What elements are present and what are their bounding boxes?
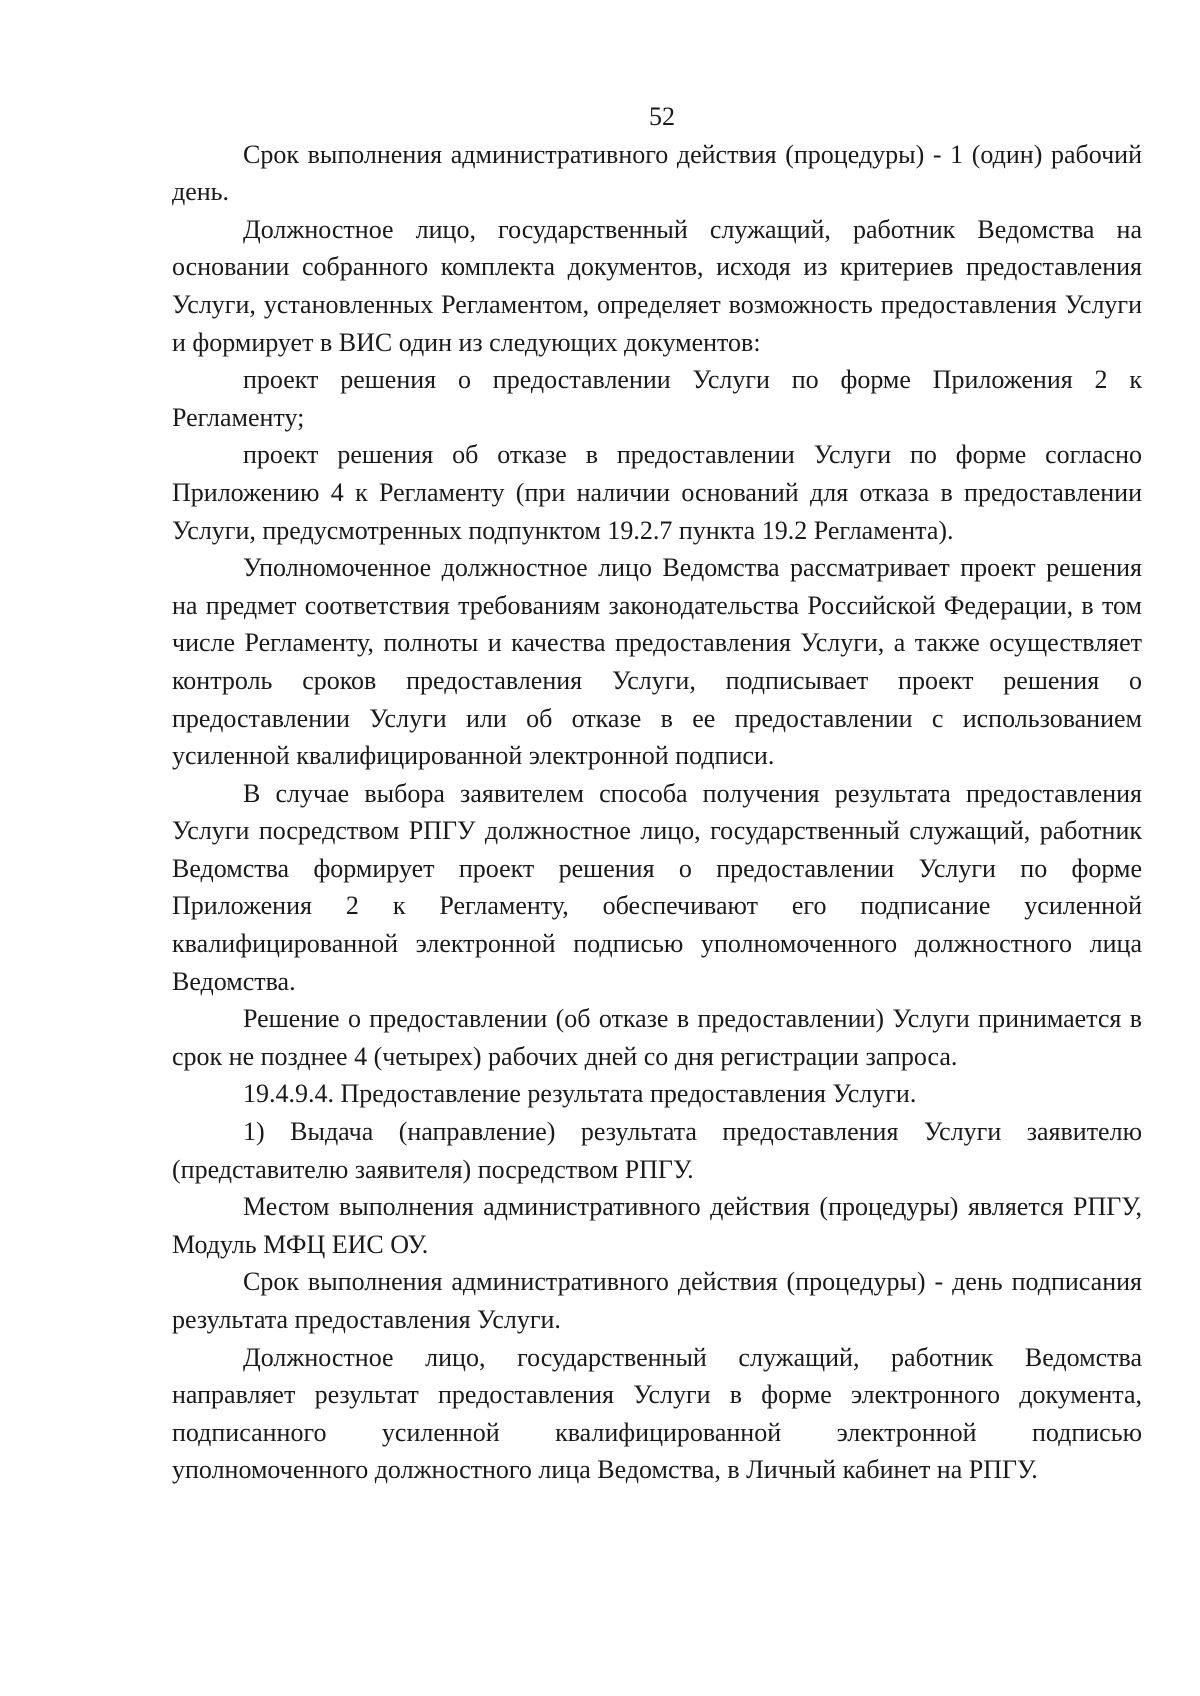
paragraph-place-of-execution: Местом выполнения административного действия (процедуры) является РПГУ, Модуль МФЦ ЕИС ОУ.	[172, 1192, 1142, 1259]
paragraph-draft-refusal: проект решения об отказе в предоставлении Услуги по форме согласно Приложению 4 к Регламенту (при наличии оснований для отказа в предоставлении Услуги, предусмотренных подпунктом 19.2.7 пункта 19.2 Регламента).	[172, 440, 1142, 545]
paragraph-rpgu-result: В случае выбора заявителем способа получения результата предоставления Услуги посредством РПГУ должностное лицо, государственный служащий, работник Ведомства формирует проект решения о предоставлении Услуги по форме Приложения 2 к Регламенту, обеспечивают его подписание усиленной квалифицированной электронной подписью уполномоченного должностного лица Ведомства.	[172, 778, 1142, 996]
paragraph-draft-approval: проект решения о предоставлении Услуги по форме Приложения 2 к Регламенту;	[172, 365, 1142, 432]
section-heading-19-4-9-4: 19.4.9.4. Предоставление результата предоставления Услуги.	[243, 1079, 917, 1109]
paragraph-official-forms-document: Должностное лицо, государственный служащий, работник Ведомства на основании собранного комплекта документов, исходя из критериев предоставления Услуги, установленных Регламентом, определяет возможность предоставления Услуги и формирует в ВИС один из следующих документов:	[172, 214, 1142, 357]
paragraph-authorized-official-review: Уполномоченное должностное лицо Ведомства рассматривает проект решения на предмет соответствия требованиям законодательства Российской Федерации, в том числе Регламенту, полноты и качества предоставления Услуги, а также осуществляет контроль сроков предоставления Услуги, подписывает проект решения о предоставлении Услуги или об отказе в ее предоставлении с использованием усиленной квалифицированной электронной подписи.	[172, 553, 1142, 771]
paragraph-execution-deadline: Срок выполнения административного действия (процедуры) - день подписания результата предоставления Услуги.	[172, 1267, 1142, 1334]
paragraph-decision-deadline: Решение о предоставлении (об отказе в предоставлении) Услуги принимается в срок не позднее 4 (четырех) рабочих дней со дня регистрации запроса.	[172, 1004, 1142, 1071]
page-number: 52	[649, 102, 675, 131]
document-page	[172, 98, 1142, 1489]
paragraph-deadline-one-day: Срок выполнения административного действия (процедуры) - 1 (один) рабочий день.	[172, 139, 1142, 207]
paragraph-sends-result: Должностное лицо, государственный служащий, работник Ведомства направляет результат предоставления Услуги в форме электронного документа, подписанного усиленной квалифицированной электронной подписью уполномоченного должностного лица Ведомства, в Личный кабинет на РПГУ.	[172, 1342, 1142, 1485]
paragraph-item-1-issuance: 1) Выдача (направление) результата предоставления Услуги заявителю (представителю заявителя) посредством РПГУ.	[172, 1117, 1142, 1184]
